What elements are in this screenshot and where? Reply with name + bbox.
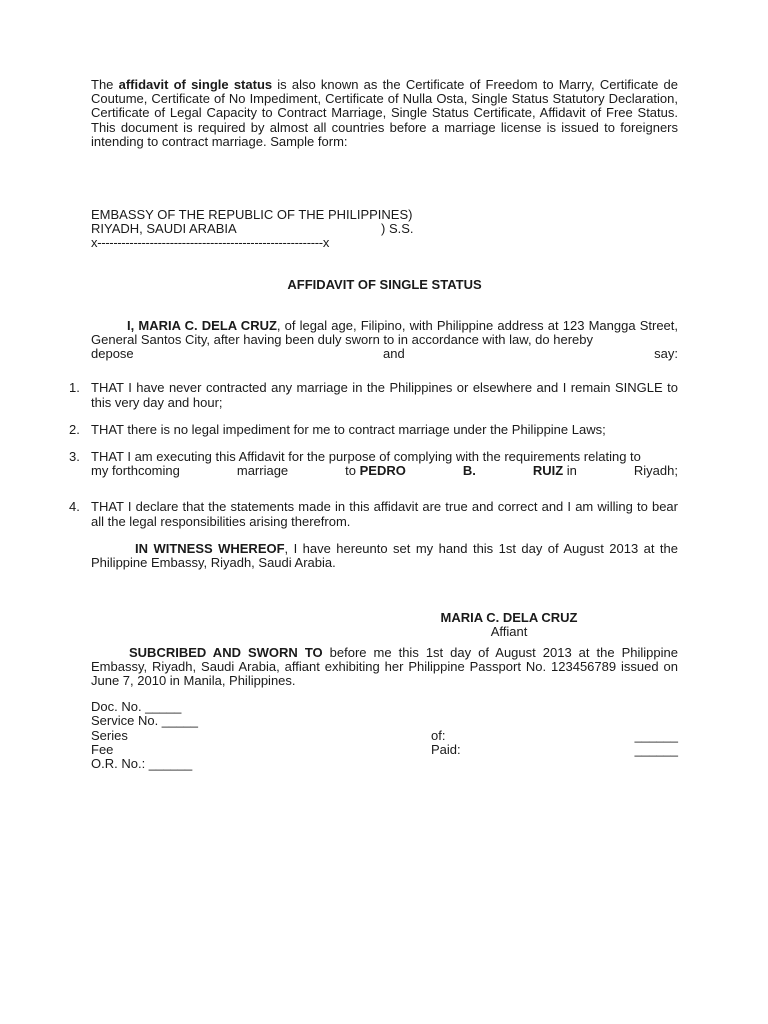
caption-line-2: RIYADH, SAUDI ARABIA ) S.S. — [91, 221, 414, 237]
list-item: 3. THAT I am executing this Affidavit for the purpose of complying with the requirements relating to my forthcoming marriage to PEDRO B. RUIZ in Riyadh; — [69, 449, 678, 479]
fee-line: Fee Paid: ______ — [91, 741, 678, 757]
signatory-name: MARIA C. DELA CRUZ — [440, 610, 578, 626]
or-no-line: O.R. No.: ______ — [91, 756, 193, 772]
notarial-records — [91, 700, 678, 771]
opening-paragraph: I, MARIA C. DELA CRUZ, of legal age, Filipino, with Philippine address at 123 Mangga Street, General Santos City, after having been duly sworn to in accordance with law, do hereby depose and say: — [91, 317, 679, 362]
list-item: 4. THAT I declare that the statements made in this affidavit are true and correct and I am willing to bear all the legal responsibilities arising therefrom. — [69, 499, 678, 529]
intro-prefix: The — [91, 77, 119, 92]
fiance-last-name: RUIZ — [532, 463, 564, 479]
list-item: 2. THAT there is no legal impediment for me to contract marriage under the Philippine Laws; — [69, 421, 606, 437]
document-title: AFFIDAVIT OF SINGLE STATUS — [287, 276, 482, 292]
opening-last-line: depose and say: — [91, 346, 678, 362]
service-no-line: Service No. _____ — [91, 713, 198, 729]
intro-bold-term: affidavit of single status — [118, 77, 273, 92]
fiance-middle-initial: B. — [462, 463, 476, 479]
caption-line-1: EMBASSY OF THE REPUBLIC OF THE PHILIPPINES) — [91, 207, 413, 223]
witness-paragraph: IN WITNESS WHEREOF, I have hereunto set my hand this 1st day of August 2013 at the Philippine Embassy, Riyadh, Saudi Arabia. — [91, 540, 678, 571]
affiant-name: I, MARIA C. DELA CRUZ — [127, 317, 277, 333]
intro-text: is also known as the Certificate of Freedom to Marry, Certificate de Coutume, Certificate of No Impediment, Certificate of Nulla Osta, Single Status Statutory Declaration, Certificate of Legal Capacity to Contract Marriage, Single Status Certificate, Affidavit of Free Status. This document is required by almost all countries before a marriage license is issued to foreigners intending to contract marriage. Sample form: — [91, 77, 678, 149]
list-item: 1. THAT I have never contracted any marriage in the Philippines or elsewhere and I remain SINGLE to this very day and hour; — [69, 380, 678, 410]
signatory-role: Affiant — [490, 624, 528, 640]
signature-block — [434, 611, 584, 639]
fiance-first-name: PEDRO — [359, 463, 406, 479]
doc-no-line: Doc. No. _____ — [91, 699, 182, 715]
series-line: Series of: ______ — [91, 727, 678, 743]
venue-caption — [91, 208, 678, 251]
jurat-paragraph: SUBCRIBED AND SWORN TO before me this 1st day of August 2013 at the Philippine Embassy, Riyadh, Saudi Arabia, affiant exhibiting her Philippine Passport No. 123456789 issued on June 7, 2010 in Manila, Philippines. — [91, 644, 678, 689]
affidavit-document — [69, 77, 679, 772]
statements-list — [69, 380, 678, 529]
intro-paragraph — [91, 78, 678, 149]
caption-divider: x--------------------------------------------------------x — [91, 236, 330, 251]
